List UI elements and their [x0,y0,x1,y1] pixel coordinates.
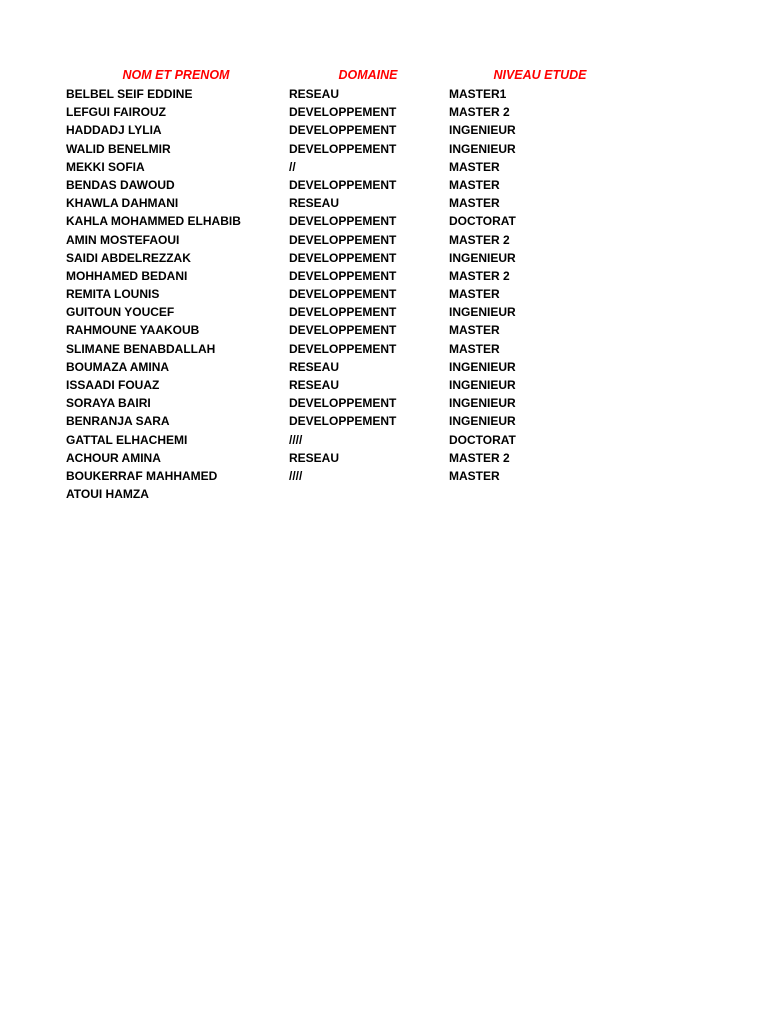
table-row [0,85,768,103]
cell-domaine: DEVELOPPEMENT [289,177,397,192]
cell-name: WALID BENELMIR [66,141,171,156]
cell-niveau: INGENIEUR [449,359,516,374]
header-niveau: NIVEAU ETUDE [493,68,587,82]
cell-domaine: DEVELOPPEMENT [289,123,397,138]
cell-niveau: MASTER 2 [449,450,510,465]
cell-domaine: RESEAU [289,359,340,374]
table-header [0,66,768,84]
cell-niveau: INGENIEUR [449,378,516,392]
cell-domaine: //// [289,432,303,447]
cell-niveau: MASTER [449,177,500,192]
cell-niveau: MASTER1 [449,87,507,101]
cell-name: KHAWLA DAHMANI [66,196,179,211]
cell-domaine: RESEAU [289,378,340,392]
cell-name: SLIMANE BENABDALLAH [66,341,216,356]
table-row [0,267,768,285]
cell-domaine: DEVELOPPEMENT [289,268,397,283]
table-row [0,376,768,394]
table-row [0,158,768,176]
cell-niveau: DOCTORAT [449,432,516,447]
table-body [0,85,768,503]
cell-name: HADDADJ LYLIA [66,123,162,138]
table-row [0,340,768,358]
cell-niveau: INGENIEUR [449,123,516,138]
table-row [0,449,768,467]
cell-niveau: INGENIEUR [449,141,516,156]
table-row [0,212,768,230]
cell-name: SORAYA BAIRI [66,396,151,411]
cell-name: ACHOUR AMINA [66,450,161,465]
cell-name: BOUKERRAF MAHHAMED [66,468,218,483]
cell-name: ISSAADI FOUAZ [66,378,160,392]
cell-domaine: DEVELOPPEMENT [289,214,397,229]
cell-domaine: DEVELOPPEMENT [289,414,397,429]
cell-domaine: DEVELOPPEMENT [289,323,397,338]
table-row [0,303,768,321]
cell-domaine: //// [289,468,303,483]
cell-domaine: DEVELOPPEMENT [289,287,397,302]
table-row [0,103,768,121]
cell-name: MEKKI SOFIA [66,159,145,174]
table-row [0,231,768,249]
cell-domaine: // [289,159,296,174]
cell-domaine: DEVELOPPEMENT [289,396,397,411]
cell-niveau: INGENIEUR [449,250,516,265]
table-row [0,394,768,412]
cell-name: RAHMOUNE YAAKOUB [66,323,200,338]
table-row [0,467,768,485]
cell-name: SAIDI ABDELREZZAK [66,250,191,265]
cell-niveau: MASTER [449,196,500,211]
cell-domaine: RESEAU [289,450,340,465]
cell-niveau: MASTER [449,287,500,302]
cell-name: KAHLA MOHAMMED ELHABIB [66,214,241,229]
cell-niveau: INGENIEUR [449,305,516,320]
cell-domaine: DEVELOPPEMENT [289,141,397,156]
cell-name: BENRANJA SARA [66,414,170,429]
table-row [0,285,768,303]
cell-name: LEFGUI FAIROUZ [66,105,166,120]
cell-domaine: DEVELOPPEMENT [289,305,397,320]
table-row [0,140,768,158]
cell-name: REMITA LOUNIS [66,287,160,302]
table-row [0,358,768,376]
cell-name: GATTAL ELHACHEMI [66,432,188,447]
table-row [0,176,768,194]
cell-niveau: MASTER [449,341,500,356]
cell-domaine: DEVELOPPEMENT [289,250,397,265]
cell-niveau: MASTER [449,323,500,338]
cell-niveau: INGENIEUR [449,414,516,429]
table-row [0,321,768,339]
cell-niveau: MASTER 2 [449,105,510,120]
table-row [0,121,768,139]
table-row [0,431,768,449]
table-row [0,485,768,503]
table-row [0,249,768,267]
cell-domaine: RESEAU [289,87,340,101]
cell-niveau: DOCTORAT [449,214,516,229]
cell-domaine: DEVELOPPEMENT [289,341,397,356]
cell-name: BENDAS DAWOUD [66,177,175,192]
cell-name: MOHHAMED BEDANI [66,268,188,283]
cell-name: BELBEL SEIF EDDINE [66,87,193,101]
cell-niveau: MASTER 2 [449,232,510,247]
cell-name: GUITOUN YOUCEF [66,305,175,320]
cell-domaine: DEVELOPPEMENT [289,105,397,120]
header-domaine: DOMAINE [338,68,398,82]
cell-niveau: MASTER [449,159,500,174]
cell-name: ATOUI HAMZA [66,487,149,502]
cell-niveau: MASTER [449,468,500,483]
cell-niveau: INGENIEUR [449,396,516,411]
header-name: NOM ET PRENOM [122,68,230,82]
table-row [0,412,768,430]
cell-domaine: DEVELOPPEMENT [289,232,397,247]
cell-domaine: RESEAU [289,196,340,211]
cell-name: BOUMAZA AMINA [66,359,170,374]
table-row [0,194,768,212]
cell-name: AMIN MOSTEFAOUI [66,232,180,247]
cell-niveau: MASTER 2 [449,268,510,283]
